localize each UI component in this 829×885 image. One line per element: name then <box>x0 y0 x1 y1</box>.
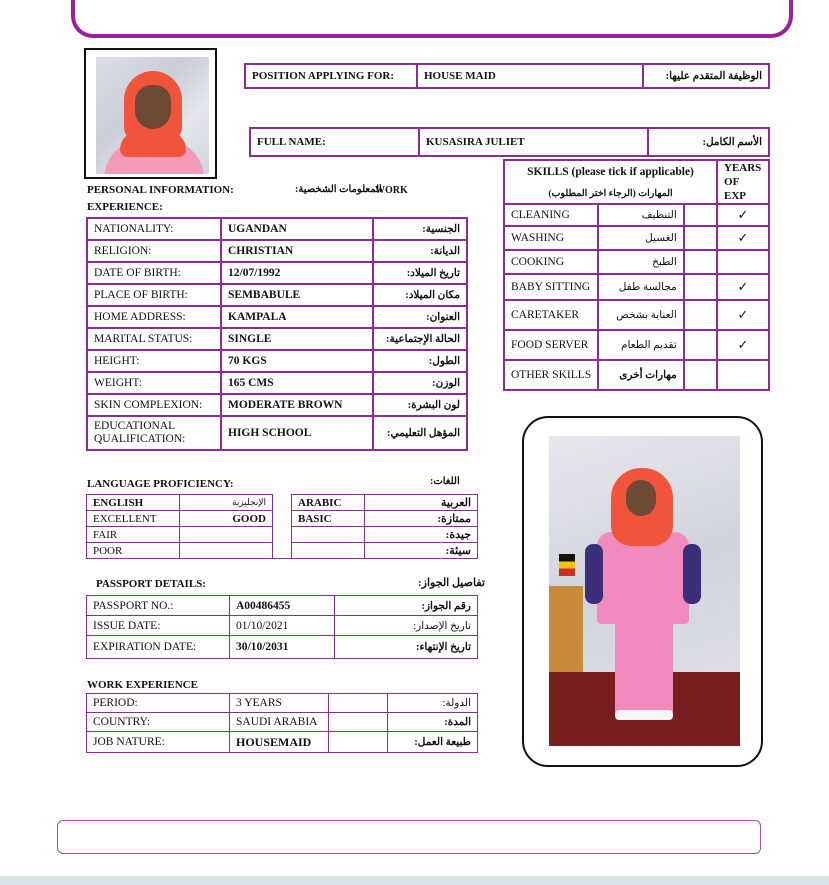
skill-label: WASHING <box>504 226 598 250</box>
table-row <box>87 372 467 394</box>
work-value: HOUSEMAID <box>230 732 329 753</box>
position-value: HOUSE MAID <box>417 64 643 88</box>
name-label: FULL NAME: <box>250 128 419 156</box>
row-label: NATIONALITY: <box>87 218 221 240</box>
table-row <box>87 350 467 372</box>
level-label: FAIR <box>87 527 180 543</box>
row-value: 165 CMS <box>221 372 373 394</box>
skill-tick[interactable] <box>717 250 769 274</box>
table-row <box>87 218 467 240</box>
level-label-ar: جيدة: <box>365 527 478 543</box>
personal-heading-ar: المعلومات الشخصية: <box>295 184 382 195</box>
row-label: MARITAL STATUS: <box>87 328 221 350</box>
passport-table <box>86 595 478 659</box>
table-row <box>87 328 467 350</box>
passport-value: 01/10/2021 <box>230 616 335 636</box>
arabic-label: ARABIC <box>292 495 365 511</box>
table-row <box>87 543 478 559</box>
table-row <box>87 416 467 450</box>
table-row <box>504 360 769 390</box>
skill-label-ar: الطبخ <box>598 250 684 274</box>
top-frame <box>71 0 793 38</box>
language-heading: LANGUAGE PROFICIENCY: <box>87 478 234 490</box>
table-row <box>504 330 769 360</box>
passport-value: 30/10/2031 <box>230 636 335 659</box>
table-row <box>504 274 769 300</box>
row-label-ar: تاريخ الميلاد: <box>373 262 467 284</box>
passport-label-ar: تاريخ الإصدار: <box>335 616 478 636</box>
skill-label-ar: تقديم الطعام <box>598 330 684 360</box>
passport-heading: PASSPORT DETAILS: <box>96 578 206 590</box>
language-heading-ar: اللغات: <box>430 476 460 487</box>
table-row <box>87 306 467 328</box>
row-value: MODERATE BROWN <box>221 394 373 416</box>
passport-label-ar: تاريخ الإنتهاء: <box>335 636 478 659</box>
work-label: PERIOD: <box>87 694 230 713</box>
table-row <box>504 204 769 226</box>
name-value: KUSASIRA JULIET <box>419 128 648 156</box>
bottom-bar <box>0 876 829 885</box>
skill-label-ar: التنظيف <box>598 204 684 226</box>
table-row <box>87 284 467 306</box>
row-label-ar: الديانة: <box>373 240 467 262</box>
position-label-ar: الوظيفة المتقدم عليها: <box>643 64 769 88</box>
skill-tick[interactable]: ✓ <box>717 204 769 226</box>
table-row <box>87 240 467 262</box>
work-label: JOB NATURE: <box>87 732 230 753</box>
skill-label: CLEANING <box>504 204 598 226</box>
years-header: YEARS OF EXP <box>717 160 769 204</box>
skill-label: CARETAKER <box>504 300 598 330</box>
work-label-ar: طبيعة العمل: <box>388 732 478 753</box>
table-row <box>87 495 478 511</box>
personal-heading: PERSONAL INFORMATION: <box>87 184 234 196</box>
row-label-ar: الطول: <box>373 350 467 372</box>
skill-label: BABY SITTING <box>504 274 598 300</box>
table-row <box>504 226 769 250</box>
skill-tick[interactable]: ✓ <box>717 274 769 300</box>
table-row <box>87 262 467 284</box>
work-value: SAUDI ARABIA <box>230 713 329 732</box>
english-label: ENGLISH <box>87 495 180 511</box>
position-label: POSITION APPLYING FOR: <box>245 64 417 88</box>
passport-label: PASSPORT NO.: <box>87 596 230 616</box>
work-word: WORK <box>375 185 408 196</box>
portrait-photo-frame <box>84 48 217 179</box>
skills-header-ar: المهارات (الرجاء اختر المطلوب) <box>504 183 717 204</box>
table-row <box>87 527 478 543</box>
table-row <box>87 394 467 416</box>
portrait-photo <box>96 57 209 174</box>
work-label-ar: الدولة: <box>388 694 478 713</box>
skill-label-ar: مهارات أخرى <box>598 360 684 390</box>
table-row <box>87 596 478 616</box>
skill-label-ar: الغسيل <box>598 226 684 250</box>
language-table <box>86 494 478 559</box>
row-label-ar: الحالة الإجتماعية: <box>373 328 467 350</box>
table-row <box>504 250 769 274</box>
row-label: WEIGHT: <box>87 372 221 394</box>
position-table <box>244 63 770 89</box>
bottom-frame <box>57 820 761 854</box>
row-label: RELIGION: <box>87 240 221 262</box>
passport-label: EXPIRATION DATE: <box>87 636 230 659</box>
skill-label: OTHER SKILLS <box>504 360 598 390</box>
work-label-ar: المدة: <box>388 713 478 732</box>
skill-label-ar: مجالسة طفل <box>598 274 684 300</box>
name-label-ar: الأسم الكامل: <box>648 128 769 156</box>
passport-heading-ar: تفاصيل الجواز: <box>418 577 485 589</box>
table-row <box>87 636 478 659</box>
table-row <box>504 300 769 330</box>
row-label: DATE OF BIRTH: <box>87 262 221 284</box>
skills-header: SKILLS (please tick if applicable) <box>504 160 717 183</box>
row-label: SKIN COMPLEXION: <box>87 394 221 416</box>
row-value: CHRISTIAN <box>221 240 373 262</box>
row-label: HOME ADDRESS: <box>87 306 221 328</box>
table-row <box>87 713 478 732</box>
english-level: GOOD <box>180 511 273 527</box>
level-label-ar: سيئة: <box>365 543 478 559</box>
arabic-level <box>292 543 365 559</box>
arabic-level <box>292 527 365 543</box>
row-label-ar: المؤهل التعليمي: <box>373 416 467 450</box>
row-label: HEIGHT: <box>87 350 221 372</box>
row-label: EDUCATIONAL QUALIFICATION: <box>87 416 221 450</box>
experience-word: EXPERIENCE: <box>87 201 163 213</box>
skill-tick[interactable]: ✓ <box>717 330 769 360</box>
skill-label-ar: العناية بشخص <box>598 300 684 330</box>
skills-table <box>503 159 770 391</box>
english-level <box>180 543 273 559</box>
full-body-photo-frame <box>522 416 763 767</box>
row-value: KAMPALA <box>221 306 373 328</box>
full-body-photo <box>549 436 740 746</box>
table-row <box>87 511 478 527</box>
name-table <box>249 127 770 157</box>
level-label: EXCELLENT <box>87 511 180 527</box>
passport-label-ar: رقم الجواز: <box>335 596 478 616</box>
skill-label: FOOD SERVER <box>504 330 598 360</box>
english-level <box>180 527 273 543</box>
skill-tick[interactable] <box>717 360 769 390</box>
row-label-ar: لون البشرة: <box>373 394 467 416</box>
table-row <box>87 694 478 713</box>
passport-value: A00486455 <box>230 596 335 616</box>
row-label-ar: العنوان: <box>373 306 467 328</box>
passport-label: ISSUE DATE: <box>87 616 230 636</box>
row-value: UGANDAN <box>221 218 373 240</box>
arabic-level: BASIC <box>292 511 365 527</box>
english-label-ar: الإنجليزية <box>180 495 273 511</box>
personal-table <box>86 217 468 451</box>
table-row <box>87 732 478 753</box>
work-heading: WORK EXPERIENCE <box>87 679 198 691</box>
row-value: HIGH SCHOOL <box>221 416 373 450</box>
row-label: PLACE OF BIRTH: <box>87 284 221 306</box>
level-label: POOR <box>87 543 180 559</box>
arabic-label-ar: العربية <box>365 495 478 511</box>
row-label-ar: الجنسية: <box>373 218 467 240</box>
row-value: SEMBABULE <box>221 284 373 306</box>
row-value: SINGLE <box>221 328 373 350</box>
skill-label: COOKING <box>504 250 598 274</box>
row-label-ar: الوزن: <box>373 372 467 394</box>
table-row <box>87 616 478 636</box>
work-label: COUNTRY: <box>87 713 230 732</box>
skill-tick[interactable]: ✓ <box>717 300 769 330</box>
work-value: 3 YEARS <box>230 694 329 713</box>
work-table <box>86 693 478 753</box>
skill-tick[interactable]: ✓ <box>717 226 769 250</box>
level-label-ar: ممتازة: <box>365 511 478 527</box>
row-value: 12/07/1992 <box>221 262 373 284</box>
row-label-ar: مكان الميلاد: <box>373 284 467 306</box>
row-value: 70 KGS <box>221 350 373 372</box>
